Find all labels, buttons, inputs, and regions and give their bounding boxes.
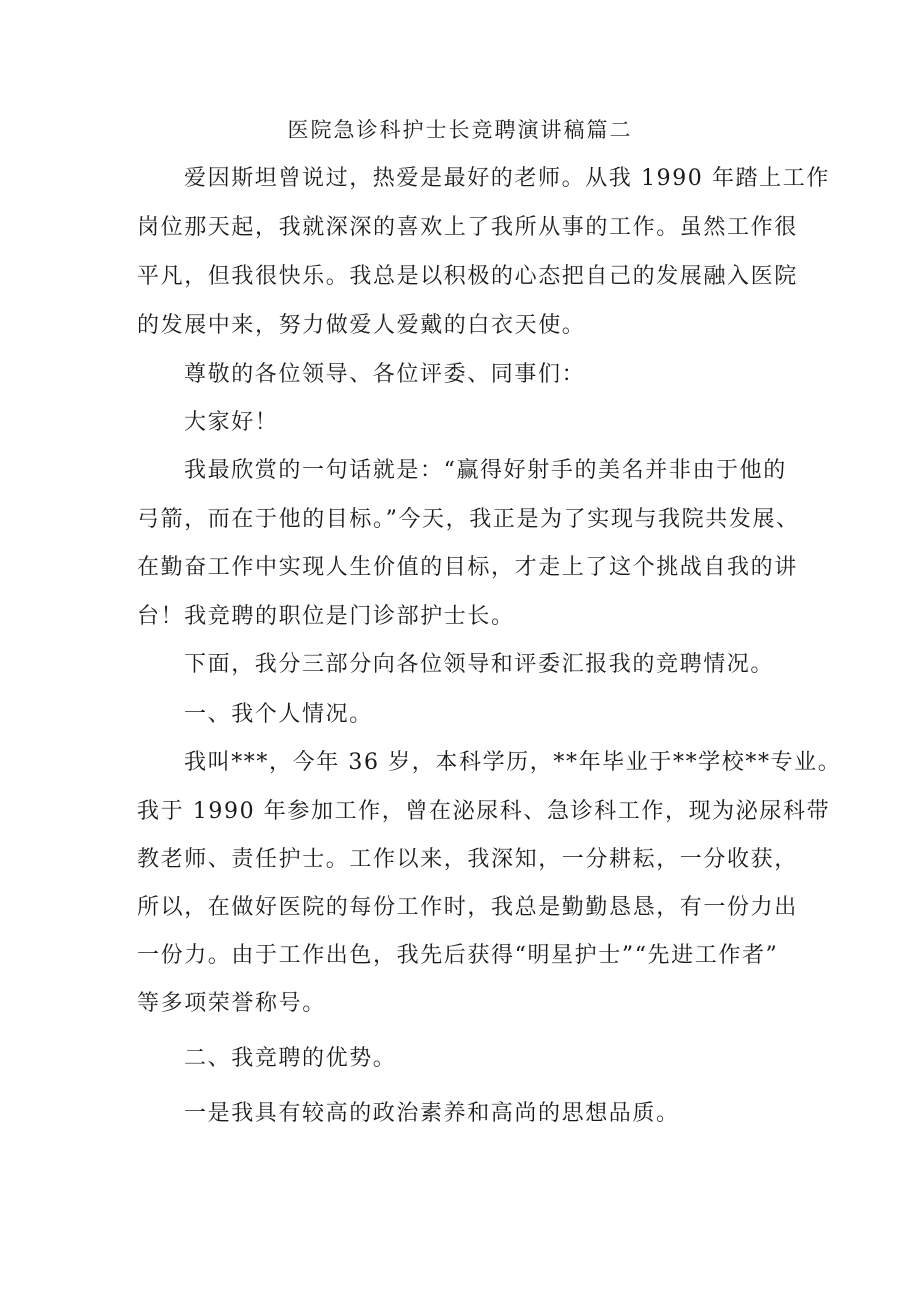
paragraph-line: 二、我竞聘的优势。 bbox=[184, 1046, 397, 1071]
paragraph-line: 尊敬的各位领导、各位评委、同事们： bbox=[184, 362, 586, 387]
paragraph-line: 我于 1990 年参加工作，曾在泌尿科、急诊科工作，现为泌尿科带 bbox=[137, 799, 831, 824]
paragraph-line: 我叫***，今年 36 岁，本科学历，**年毕业于**学校**专业。 bbox=[184, 750, 842, 775]
paragraph-line: 所以，在做好医院的每份工作时，我总是勤勤恳恳，有一份力出 bbox=[137, 895, 798, 920]
paragraph-line: 台！我竞聘的职位是门诊部护士长。 bbox=[137, 604, 515, 629]
paragraph-line: 在勤奋工作中实现人生价值的目标，才走上了这个挑战自我的讲 bbox=[137, 555, 798, 580]
paragraph-line: 弓箭，而在于他的目标。”今天，我正是为了实现与我院共发展、 bbox=[137, 507, 800, 532]
paragraph-line: 等多项荣誉称号。 bbox=[137, 991, 326, 1016]
paragraph-line: 一是我具有较高的政治素养和高尚的思想品质。 bbox=[184, 1101, 680, 1126]
paragraph-line: 一、我个人情况。 bbox=[184, 702, 373, 727]
paragraph-line: 一份力。由于工作出色，我先后获得“明星护士”“先进工作者” bbox=[137, 943, 779, 968]
paragraph-line: 的发展中来，努力做爱人爱戴的白衣天使。 bbox=[137, 313, 586, 338]
paragraph-line: 下面，我分三部分向各位领导和评委汇报我的竞聘情况。 bbox=[184, 652, 775, 677]
paragraph-line: 我最欣赏的一句话就是：“赢得好射手的美名并非由于他的 bbox=[184, 458, 787, 483]
paragraph-line: 大家好！ bbox=[184, 410, 279, 435]
paragraph-line: 平凡，但我很快乐。我总是以积极的心态把自己的发展融入医院 bbox=[137, 264, 798, 289]
paragraph-line: 教老师、责任护士。工作以来，我深知，一分耕耘，一分收获， bbox=[137, 847, 798, 872]
paragraph-line: 爱因斯坦曾说过，热爱是最好的老师。从我 1990 年踏上工作 bbox=[184, 166, 830, 191]
document-title: 医院急诊科护士长竞聘演讲稿篇二 bbox=[287, 118, 633, 142]
paragraph-line: 岗位那天起，我就深深的喜欢上了我所从事的工作。虽然工作很 bbox=[137, 215, 798, 240]
